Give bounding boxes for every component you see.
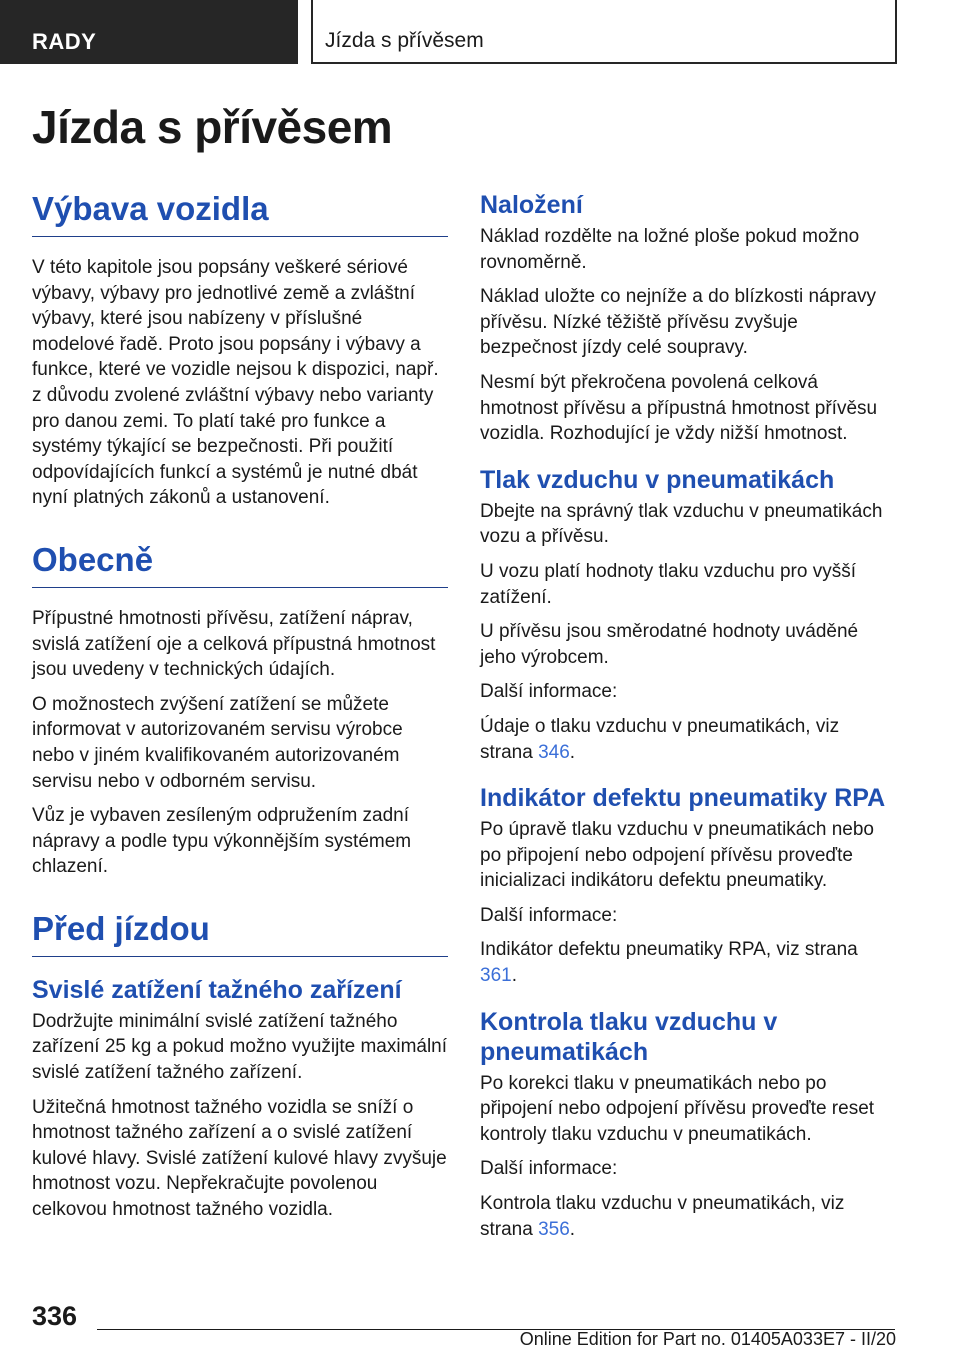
heading-tlak: Tlak vzduchu v pneumatikách [480,465,835,494]
paragraph: Náklad rozdělte na ložné ploše pokud možno rovnoměrně. [480,226,860,273]
page-link-356[interactable]: 356 [538,1218,570,1240]
heading-pred-jizdou: Před jízdou [32,910,448,957]
heading-kontrola: Kontrola tlaku vzduchu v pneumatikách [480,1007,778,1066]
more-info-label: Další informace: [480,904,618,926]
cross-reference [480,714,896,765]
reference-text: Kontrola tlaku vzduchu v pneumatikách, viz strana [480,1193,845,1240]
paragraph: Přípustné hmotnosti přívěsu, zatížení náprav, svislá zatížení oje a celková přípustná hmotnost jsou uvedeny v technických údajích. [32,607,436,681]
paragraph: U vozu platí hodnoty tlaku vzduchu pro vyšší zatížení. [480,560,856,608]
paragraph: Náklad uložte co nejníže a do blízkosti nápravy přívěsu. Nízké těžiště přívěsu zvyšuje bezpečnost jízdy celé soupravy. [480,286,877,359]
cross-reference [480,937,896,988]
paragraph: Dbejte na správný tlak vzduchu v pneumatikách vozu a přívěsu. [480,500,883,548]
reference-text: Údaje o tlaku vzduchu v pneumatikách, viz strana [480,715,840,763]
section-pred-jizdou [32,910,448,1223]
more-info-label: Další informace: [480,681,618,703]
header-section-label: RADY [32,29,97,54]
paragraph: Vůz je vybaven zesíleným odpružením zadní nápravy a podle typu výkonnějším systémem chlazení. [32,805,412,878]
page-link-346[interactable]: 346 [538,741,570,763]
paragraph: Po úpravě tlaku vzduchu v pneumatikách nebo po připojení nebo odpojení přívěsu proveďte inicializaci indikátoru defektu pneumatiky. [480,819,874,892]
subheading-svisle-zatizeni: Svislé zatížení tažného zařízení [32,975,402,1004]
left-column [32,190,448,1253]
reference-end: . [511,965,517,987]
paragraph: O možnostech zvýšení zatížení se můžete informovat v autorizovaném servisu výrobce nebo v jiném kvalifikovaném autorizovaném servisu nebo v odborném servisu. [32,693,403,792]
page-link-361[interactable]: 361 [480,965,512,987]
paragraph: U přívěsu jsou směrodatné hodnoty uváděné jeho výrobcem. [480,621,859,668]
reference-end: . [569,741,576,763]
header-chapter-label: Jízda s přívěsem [325,29,484,52]
page-number: 336 [32,1301,78,1331]
section-nalozeni [480,190,896,447]
cross-reference [480,1191,896,1242]
reference-text: Indikátor defektu pneumatiky RPA, viz strana [480,939,858,961]
section-kontrola [480,1007,896,1243]
heading-nalozeni: Naložení [480,191,583,219]
paragraph: Užitečná hmotnost tažného vozidla se sníží o hmotnost tažného zařízení a o svislé zatížení kulové hlavy. Svislé zatížení kulové hlavy zvyšuje hmotnost vozu. Nepřekračujte povolenou celkovou hmotnost tažného vozidla. [32,1096,447,1221]
section-rpa [480,783,896,989]
section-vybava [32,190,448,511]
header-chapter-box [311,0,897,64]
header-section-tab [0,0,298,64]
paragraph: Dodržujte minimální svislé zatížení tažného zařízení 25 kg a pokud možno využijte maximální svislé zatížení tažného zařízení. [32,1010,448,1084]
heading-obecne: Obecně [32,541,448,588]
section-tlak [480,465,896,765]
paragraph: Po korekci tlaku v pneumatikách nebo po připojení nebo odpojení přívěsu proveďte reset kontroly tlaku vzduchu v pneumatikách. [480,1072,875,1145]
reference-end: . [569,1218,576,1240]
heading-rpa: Indikátor defektu pneumatiky RPA [480,784,886,813]
footer-edition: Online Edition for Part no. 01405A033E7 - II/20 [519,1329,896,1349]
right-column [480,190,896,1260]
section-obecne [32,541,448,880]
heading-vybava: Výbava vozidla [32,190,448,237]
paragraph: Nesmí být překročena povolená celková hmotnost přívěsu a přípustná hmotnost přívěsu vozidla. Rozhodující je vždy nižší hmotnost. [480,371,878,445]
more-info-label: Další informace: [480,1158,618,1180]
page-title: Jízda s přívěsem [32,101,393,153]
paragraph: V této kapitole jsou popsány veškeré sériové výbavy, výbavy pro jednotlivé země a zvláštní výbavy, které jsou nabízeny v příslušné modelové řadě. Proto jsou popsány i výbavy a funkce, které ve vozidle nejsou k dispozici, např. z důvodu zvolené zvláštní výbavy nebo varianty pro danou zemi. To platí také pro funkce a systémy týkající se bezpečnosti. Při použití odpovídajících funkcí a systémů je nutné dbát nyní platných zákonů a ustanovení. [32,257,439,509]
